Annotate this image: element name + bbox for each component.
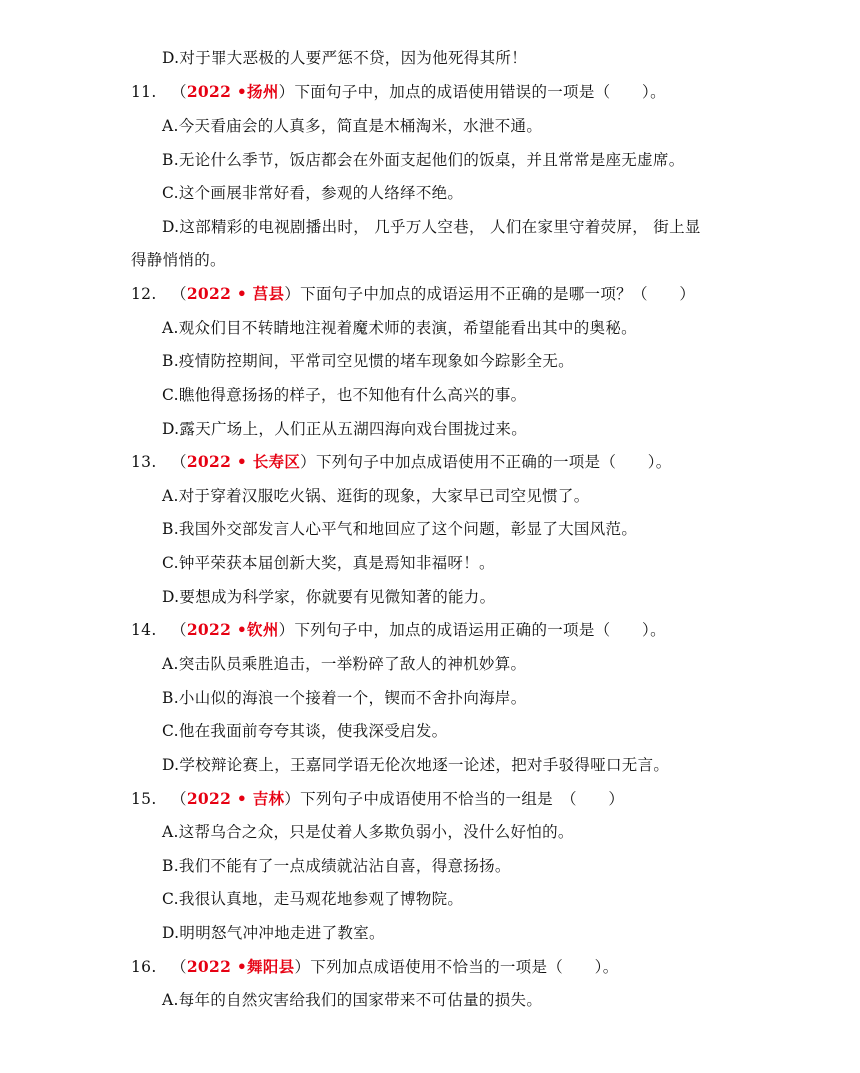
option-14-b: B.小山似的海浪一个接着一个，锲而不舍扑向海岸。 — [162, 689, 527, 707]
option-13-a: A.对于穿着汉服吃火锅、逛街的现象，大家早已司空见惯了。 — [162, 487, 590, 505]
paren-open: （ — [171, 285, 187, 303]
option-13-b: B.我国外交部发言人心平气和地回应了这个问题，彰显了大国风范。 — [162, 520, 638, 538]
question-source: 2022 •扬州 — [186, 82, 279, 101]
paren-open: （ — [171, 790, 187, 808]
paren-open: （ — [171, 621, 187, 639]
question-number: 11. — [131, 83, 157, 101]
question-text: ）下面句子中加点的成语运用不正确的是哪一项？（ ） — [284, 285, 696, 303]
paren-open: （ — [171, 958, 187, 976]
option-15-b: B.我们不能有了一点成绩就沾沾自喜，得意扬扬。 — [162, 857, 511, 875]
option-14-a: A.突击队员乘胜追击，一举粉碎了敌人的神机妙算。 — [162, 655, 527, 673]
question-source: 2022 •钦州 — [186, 620, 279, 639]
question-source: 2022 • 长寿区 — [186, 452, 301, 471]
question-12-stem — [131, 284, 695, 304]
option-15-d: D.明明怒气冲冲地走进了教室。 — [162, 924, 385, 942]
option-11-d: D.这部精彩的电视剧播出时， 几乎万人空巷， 人们在家里守着荧屏， 街上显 — [162, 218, 701, 236]
option-15-c: C.我很认真地，走马观花地参观了博物院。 — [162, 890, 464, 908]
question-number: 15. — [131, 790, 157, 808]
option-11-c: C.这个画展非常好看，参观的人络绎不绝。 — [162, 184, 464, 202]
option-12-a: A.观众们目不转睛地注视着魔术师的表演，希望能看出其中的奥秘。 — [162, 319, 637, 337]
option-12-c: C.瞧他得意扬扬的样子，也不知他有什么高兴的事。 — [162, 386, 527, 404]
question-11-stem — [131, 82, 666, 102]
option-15-a: A.这帮乌合之众，只是仗着人多欺负弱小，没什么好怕的。 — [162, 823, 574, 841]
question-15-stem — [131, 789, 624, 809]
question-16-stem — [131, 957, 619, 977]
question-number: 16. — [131, 958, 157, 976]
question-13-stem — [131, 452, 672, 472]
question-text: ）下列加点成语使用不恰当的一项是（ ）。 — [294, 958, 619, 976]
question-source: 2022 • 吉林 — [186, 789, 285, 808]
option-16-a: A.每年的自然灾害给我们的国家带来不可估量的损失。 — [162, 991, 543, 1009]
option-14-c: C.他在我面前夸夸其谈，使我深受启发。 — [162, 722, 448, 740]
question-text: ）下面句子中，加点的成语使用错误的一项是（ ）。 — [278, 83, 666, 101]
paren-open: （ — [171, 453, 187, 471]
question-source: 2022 • 莒县 — [186, 284, 285, 303]
option-14-d: D.学校辩论赛上，王嘉同学语无伦次地逐一论述，把对手驳得哑口无言。 — [162, 756, 670, 774]
option-13-d: D.要想成为科学家，你就要有见微知著的能力。 — [162, 588, 496, 606]
question-text: ）下列句子中，加点的成语运用正确的一项是（ ）。 — [278, 621, 666, 639]
question-number: 12. — [131, 285, 157, 303]
option-12-d: D.露天广场上，人们正从五湖四海向戏台围拢过来。 — [162, 420, 528, 438]
option-prev-d: D.对于罪大恶极的人要严惩不贷，因为他死得其所！ — [162, 49, 528, 67]
option-11-b: B.无论什么季节，饭店都会在外面支起他们的饭桌，并且常常是座无虚席。 — [162, 151, 685, 169]
question-source: 2022 •舞阳县 — [186, 957, 295, 976]
option-11-a: A.今天看庙会的人真多，简直是木桶淘米，水泄不通。 — [162, 117, 543, 135]
paren-open: （ — [171, 83, 187, 101]
question-14-stem — [131, 620, 666, 640]
question-number: 14. — [131, 621, 157, 639]
option-13-c: C.钟平荣获本届创新大奖，真是焉知非福呀！。 — [162, 554, 495, 572]
option-11-d-continuation: 得静悄悄的。 — [131, 251, 226, 269]
question-text: ）下列句子中加点成语使用不正确的一项是（ ）。 — [300, 453, 672, 471]
option-12-b: B.疫情防控期间，平常司空见惯的堵车现象如今踪影全无。 — [162, 352, 574, 370]
question-number: 13. — [131, 453, 157, 471]
question-text: ）下列句子中成语使用不恰当的一组是 （ ） — [284, 790, 625, 808]
